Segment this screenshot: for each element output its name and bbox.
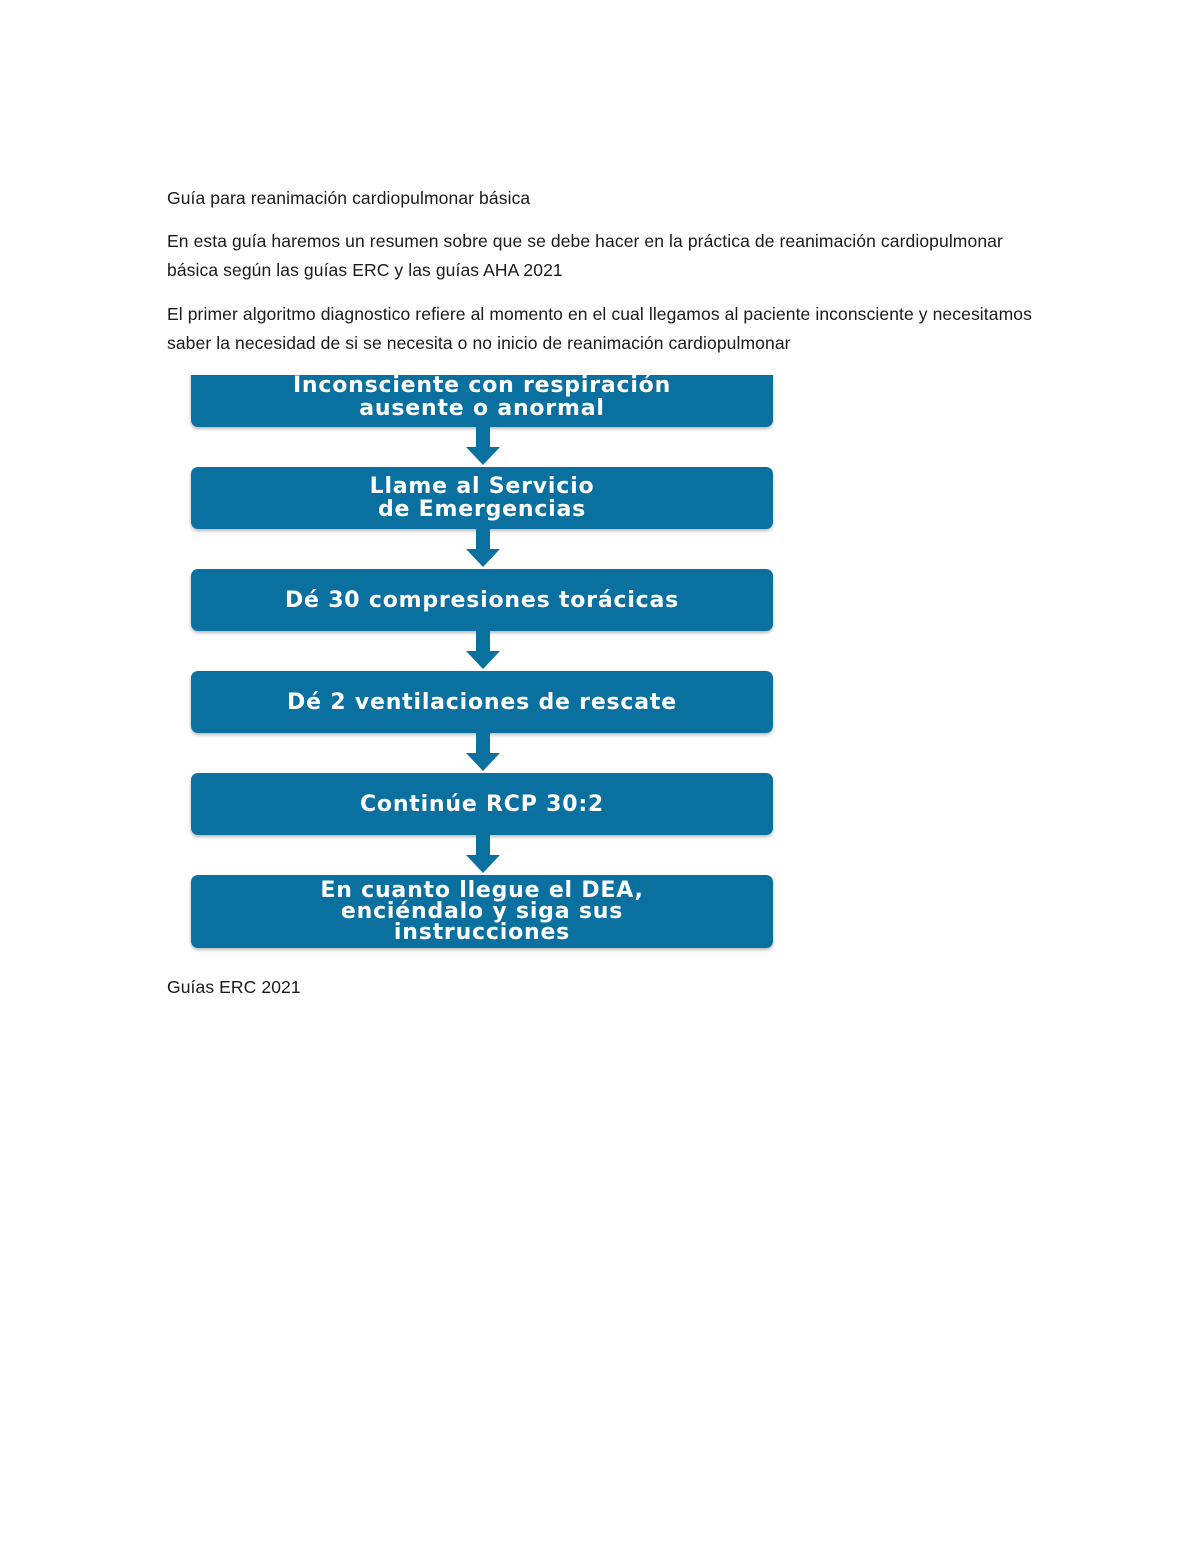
down-arrow-icon — [463, 529, 503, 569]
flowchart-step-compressions: Dé 30 compresiones torácicas — [191, 569, 773, 631]
algorithm-intro-paragraph: El primer algoritmo diagnostico refiere al momento en el cual llegamos al paciente inconsciente y necesitamos saber la necesidad de si se necesita o no inicio de reanimación cardiopulmonar — [167, 304, 1032, 353]
flowchart-step-aed: En cuanto llegue el DEA, enciéndalo y siga sus instrucciones — [191, 875, 773, 948]
flowchart-step-rescue-breaths: Dé 2 ventilaciones de rescate — [191, 671, 773, 733]
bls-flowchart — [183, 375, 783, 955]
down-arrow-icon — [463, 835, 503, 875]
down-arrow-icon — [463, 427, 503, 467]
flowchart-step-unconscious: Inconsciente con respiración ausente o anormal — [191, 375, 773, 427]
document-title: Guía para reanimación cardiopulmonar básica — [167, 188, 531, 208]
down-arrow-icon — [463, 631, 503, 671]
figure-caption: Guías ERC 2021 — [167, 977, 301, 997]
flowchart-step-call-emergency: Llame al Servicio de Emergencias — [191, 467, 773, 529]
flowchart-step-continue-cpr: Continúe RCP 30:2 — [191, 773, 773, 835]
down-arrow-icon — [463, 733, 503, 773]
intro-paragraph: En esta guía haremos un resumen sobre que se debe hacer en la práctica de reanimación cardiopulmonar básica según las guías ERC y las guías AHA 2021 — [167, 231, 1003, 280]
